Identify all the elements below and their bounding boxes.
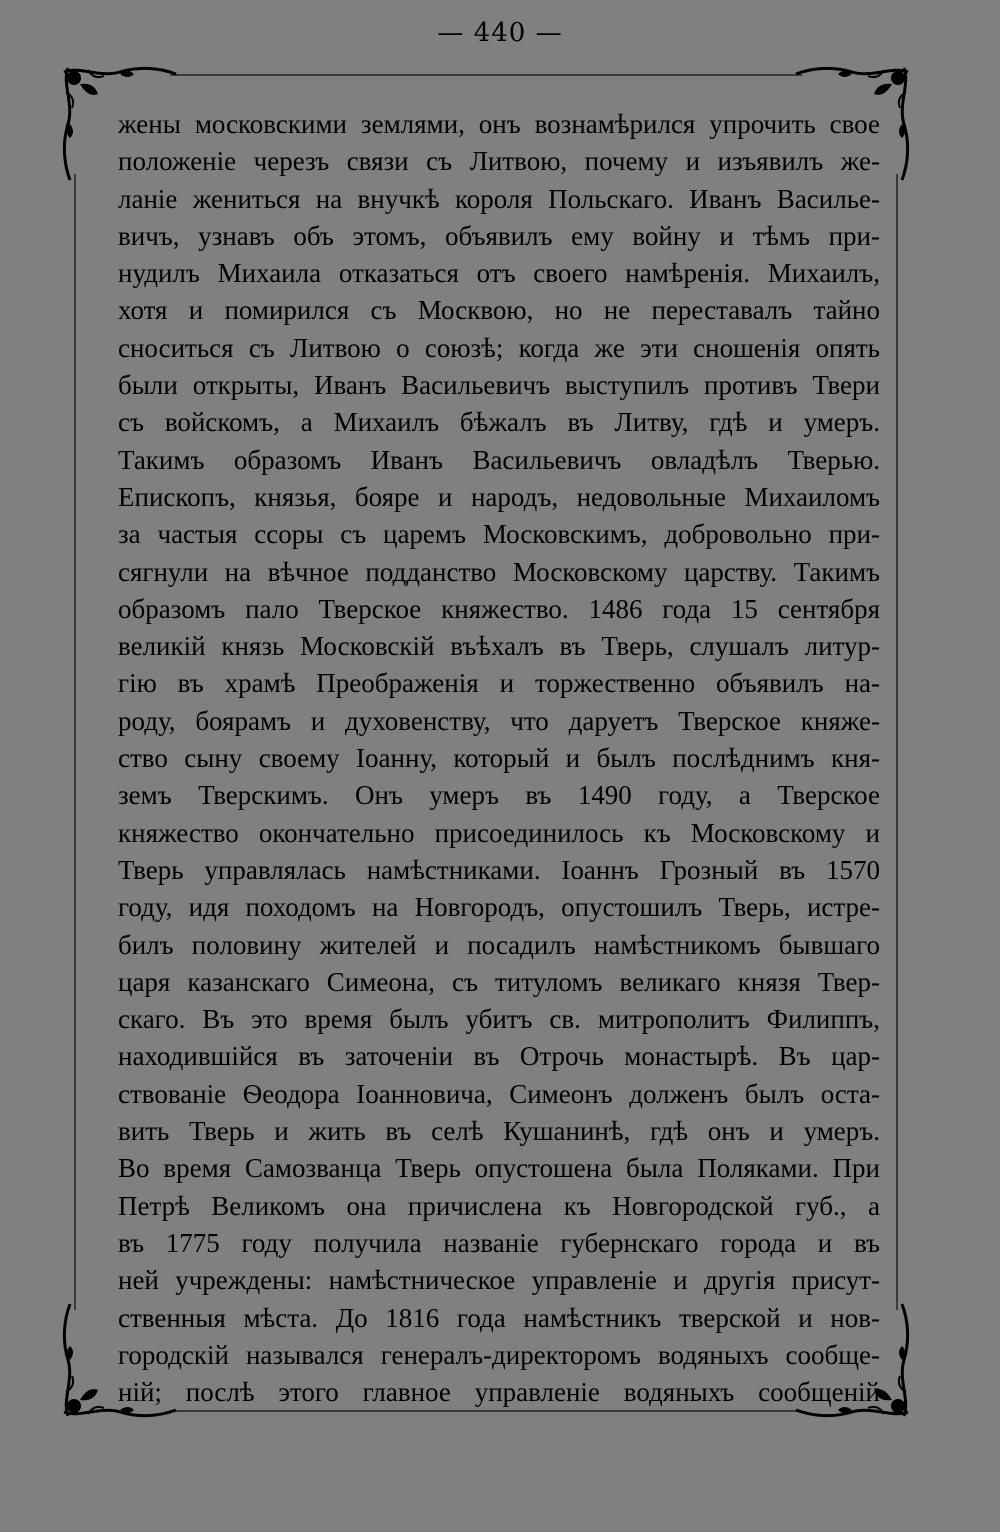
text-line: ство сыну своему Іоанну, который и былъ послѣднимъ кня- [118,743,880,774]
text-line: Такимъ образомъ Иванъ Васильевичъ овладѣлъ Тверью. [118,444,880,475]
text-line: княжество окончательно присоединилось къ Московскому и [118,817,880,848]
text-line: Тверь управлялась намѣстниками. Іоаннъ Грозный въ 1570 [118,854,880,885]
text-line: ственныя мѣста. До 1816 года намѣстникъ тверской и нов- [118,1302,880,1333]
text-line: образомъ пало Тверское княжество. 1486 года 15 сентября [118,593,880,624]
text-line: году, идя походомъ на Новгородъ, опустошилъ Тверь, истре- [118,892,880,923]
text-line: жены московскими землями, онъ вознамѣрился упрочить свое [118,109,880,139]
text-line: роду, боярамъ и духовенству, что даруетъ Тверское княже- [118,705,880,736]
text-line: за частыя ссоры съ царемъ Московскимъ, добровольно при- [118,519,880,550]
text-line: ній; послѣ этого главное управленіе водяныхъ сообщеній [118,1377,880,1408]
text-line: ней учреждены: намѣстническое управленіе и другія присут- [118,1265,880,1296]
body-text [118,106,880,1411]
text-line: сягнули на вѣчное подданство Московскому царству. Такимъ [118,556,880,587]
text-line: съ войскомъ, а Михаилъ бѣжалъ въ Литву, гдѣ и умеръ. [118,407,880,438]
text-line: въ 1775 году получила названіе губернскаго города и въ [118,1227,880,1258]
frame-top-rule [170,74,802,76]
text-line: Петрѣ Великомъ она причислена къ Новгородской губ., а [118,1190,880,1221]
text-line: билъ половину жителей и посадилъ намѣстникомъ бывшаго [118,929,880,960]
frame-right-rule [896,174,898,1310]
page-number: — 440 — [437,18,563,48]
text-line: Епископъ, князья, бояре и народъ, недовольные Михаиломъ [118,481,880,512]
text-line: хотя и помирился съ Москвою, но не переставалъ тайно [118,295,880,326]
frame-left-rule [74,174,76,1310]
text-line: были открыты, Иванъ Васильевичъ выступилъ противъ Твери [118,370,880,401]
text-line: вить Тверь и жить въ селѣ Кушанинѣ, гдѣ онъ и умеръ. [118,1116,880,1147]
text-line: ствованіе Ѳеодора Іоанновича, Симеонъ долженъ былъ оста- [118,1078,880,1109]
text-line: скаго. Въ это время былъ убитъ св. митрополитъ Филиппъ, [118,1004,880,1035]
text-line: Во время Самозванца Тверь опустошена была Поляками. При [118,1153,880,1184]
text-line: вичъ, узнавъ объ этомъ, объявилъ ему войну и тѣмъ при- [118,220,880,251]
text-line: нудилъ Михаила отказаться отъ своего намѣренія. Михаилъ, [118,258,880,289]
text-line: городскій назывался генералъ-директоромъ водяныхъ сообще- [118,1339,880,1370]
text-line: ланіе жениться на внучкѣ короля Польскаго. Иванъ Василье- [118,183,880,214]
text-line: гію въ храмѣ Преображенія и торжественно объявилъ на- [118,668,880,699]
text-line: сноситься съ Литвою о союзѣ; когда же эти сношенія опять [118,332,880,363]
text-line: положеніе черезъ связи съ Литвою, почему и изъявилъ же- [118,146,880,177]
text-line: земъ Тверскимъ. Онъ умеръ въ 1490 году, а Тверское [118,780,880,811]
text-line: великій князь Московскій въѣхалъ въ Тверь, слушалъ литур- [118,631,880,662]
text-line: находившійся въ заточеніи въ Отрочь монастырѣ. Въ цар- [118,1041,880,1072]
text-line: царя казанскаго Симеона, съ титуломъ великаго князя Твер- [118,966,880,997]
